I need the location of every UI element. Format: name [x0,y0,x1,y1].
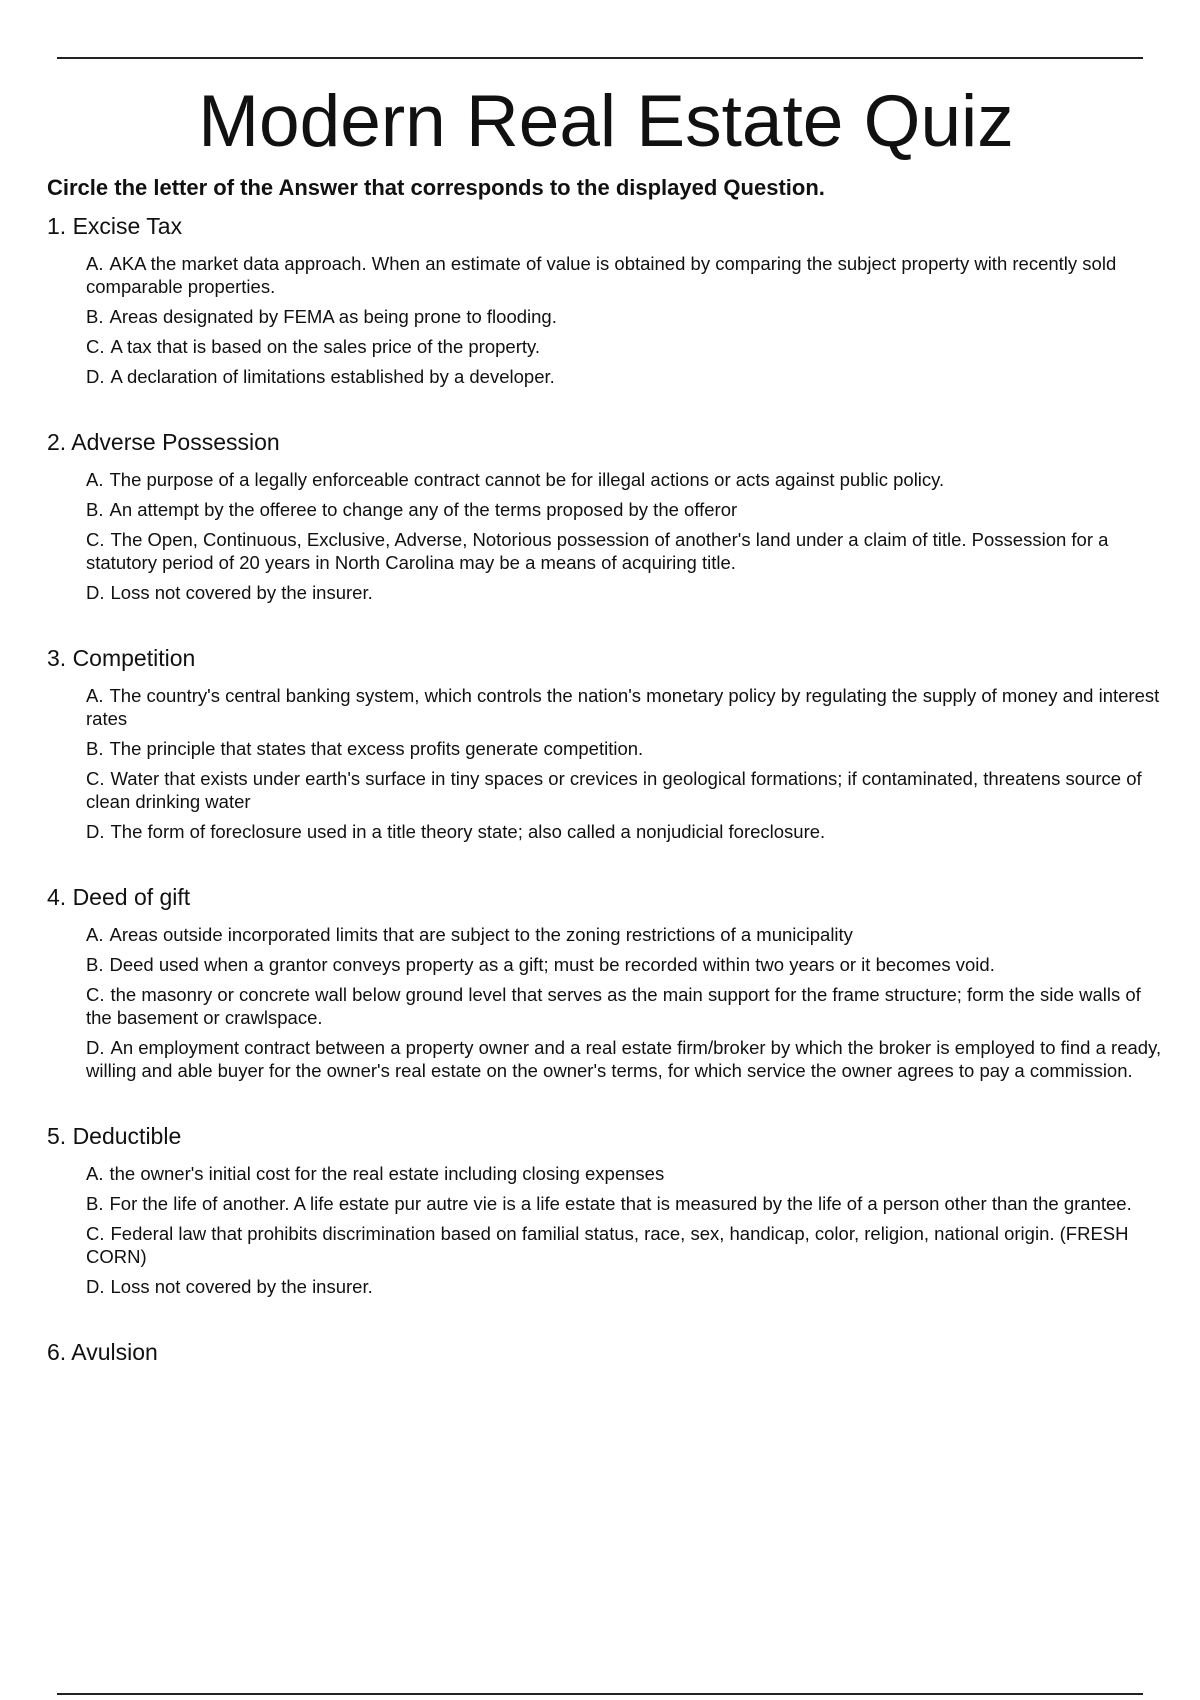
answer-option-c[interactable] [86,335,1165,358]
answer-text: An employment contract between a property owner and a real estate firm/broker by which the broker is employed to find a ready, willing and able buyer for the owner's real estate on the owner's terms, for which service the owner agrees to pay a commission. [86,1037,1162,1081]
bottom-rule [57,1693,1143,1695]
answer-text: the masonry or concrete wall below ground level that serves as the main support for the frame structure; form the side walls of the basement or crawlspace. [86,984,1141,1028]
answer-list [47,468,1165,604]
question-1 [47,212,1165,388]
answer-text: Federal law that prohibits discrimination based on familial status, race, sex, handicap, color, religion, national origin. (FRESH CORN) [86,1223,1129,1267]
answer-letter: B. [86,954,104,975]
answer-letter: B. [86,1193,104,1214]
answer-list [47,252,1165,388]
answer-option-b[interactable] [86,1192,1165,1215]
answer-option-b[interactable] [86,737,1165,760]
question-6 [47,1338,1165,1366]
answer-letter: A. [86,1163,104,1184]
answer-letter: D. [86,582,105,603]
answer-option-d[interactable] [86,1275,1165,1298]
answer-option-d[interactable] [86,365,1165,388]
answer-letter: C. [86,336,105,357]
question-title: 4. Deed of gift [47,884,191,910]
answer-option-d[interactable] [86,581,1165,604]
answer-text: An attempt by the offeree to change any of the terms proposed by the offeror [109,499,738,520]
answer-letter: C. [86,529,105,550]
answer-letter: B. [86,499,104,520]
question-4 [47,883,1165,1082]
answer-text: The form of foreclosure used in a title theory state; also called a nonjudicial foreclosure. [110,821,826,842]
answer-option-a[interactable] [86,684,1165,730]
answer-text: the owner's initial cost for the real estate including closing expenses [109,1163,665,1184]
question-2 [47,428,1165,604]
answer-text: The purpose of a legally enforceable contract cannot be for illegal actions or acts against public policy. [109,469,945,490]
answer-option-a[interactable] [86,252,1165,298]
answer-letter: B. [86,306,104,327]
answer-letter: C. [86,1223,105,1244]
answer-list [47,1162,1165,1298]
answer-text: The principle that states that excess profits generate competition. [109,738,644,759]
answer-text: A declaration of limitations established by a developer. [110,366,555,387]
answer-letter: D. [86,1037,105,1058]
question-title: 5. Deductible [47,1123,182,1149]
answer-option-c[interactable] [86,528,1165,574]
answer-text: Loss not covered by the insurer. [110,1276,373,1297]
quiz-page [47,78,1165,1366]
answer-option-a[interactable] [86,1162,1165,1185]
page-title: Modern Real Estate Quiz [198,81,1014,162]
question-title: 2. Adverse Possession [47,429,280,455]
answer-letter: D. [86,1276,105,1297]
answer-letter: C. [86,984,105,1005]
answer-option-d[interactable] [86,820,1165,843]
answer-text: For the life of another. A life estate pur autre vie is a life estate that is measured by the life of a person other than the grantee. [109,1193,1132,1214]
answer-letter: B. [86,738,104,759]
question-title: 1. Excise Tax [47,213,183,239]
answer-letter: D. [86,366,105,387]
question-5 [47,1122,1165,1298]
answer-list [47,684,1165,843]
question-title: 6. Avulsion [47,1339,158,1365]
answer-letter: A. [86,924,104,945]
answer-text: The country's central banking system, which controls the nation's monetary policy by regulating the supply of money and interest rates [86,685,1160,729]
answer-text: A tax that is based on the sales price of the property. [110,336,541,357]
answer-text: Deed used when a grantor conveys property as a gift; must be recorded within two years or it becomes void. [109,954,995,975]
answer-option-a[interactable] [86,468,1165,491]
answer-text: Loss not covered by the insurer. [110,582,373,603]
answer-option-b[interactable] [86,953,1165,976]
answer-letter: A. [86,685,104,706]
question-title: 3. Competition [47,645,196,671]
answer-text: AKA the market data approach. When an estimate of value is obtained by comparing the subject property with recently sold comparable properties. [86,253,1117,297]
answer-text: Areas outside incorporated limits that are subject to the zoning restrictions of a municipality [109,924,853,945]
top-rule [57,57,1143,59]
answer-option-c[interactable] [86,767,1165,813]
answer-option-a[interactable] [86,923,1165,946]
answer-option-d[interactable] [86,1036,1165,1082]
question-3 [47,644,1165,843]
answer-option-c[interactable] [86,983,1165,1029]
answer-letter: D. [86,821,105,842]
answer-letter: C. [86,768,105,789]
instruction-text: Circle the letter of the Answer that corresponds to the displayed Question. [47,175,825,200]
answer-letter: A. [86,469,104,490]
answer-text: Areas designated by FEMA as being prone to flooding. [109,306,557,327]
answer-text: The Open, Continuous, Exclusive, Adverse, Notorious possession of another's land under a claim of title. Possession for a statutory period of 20 years in North Carolina may be a means of acquiring title. [86,529,1109,573]
answer-option-b[interactable] [86,305,1165,328]
answer-text: Water that exists under earth's surface in tiny spaces or crevices in geological formations; if contaminated, threatens source of clean drinking water [86,768,1142,812]
answer-option-c[interactable] [86,1222,1165,1268]
answer-letter: A. [86,253,104,274]
answer-option-b[interactable] [86,498,1165,521]
answer-list [47,923,1165,1082]
